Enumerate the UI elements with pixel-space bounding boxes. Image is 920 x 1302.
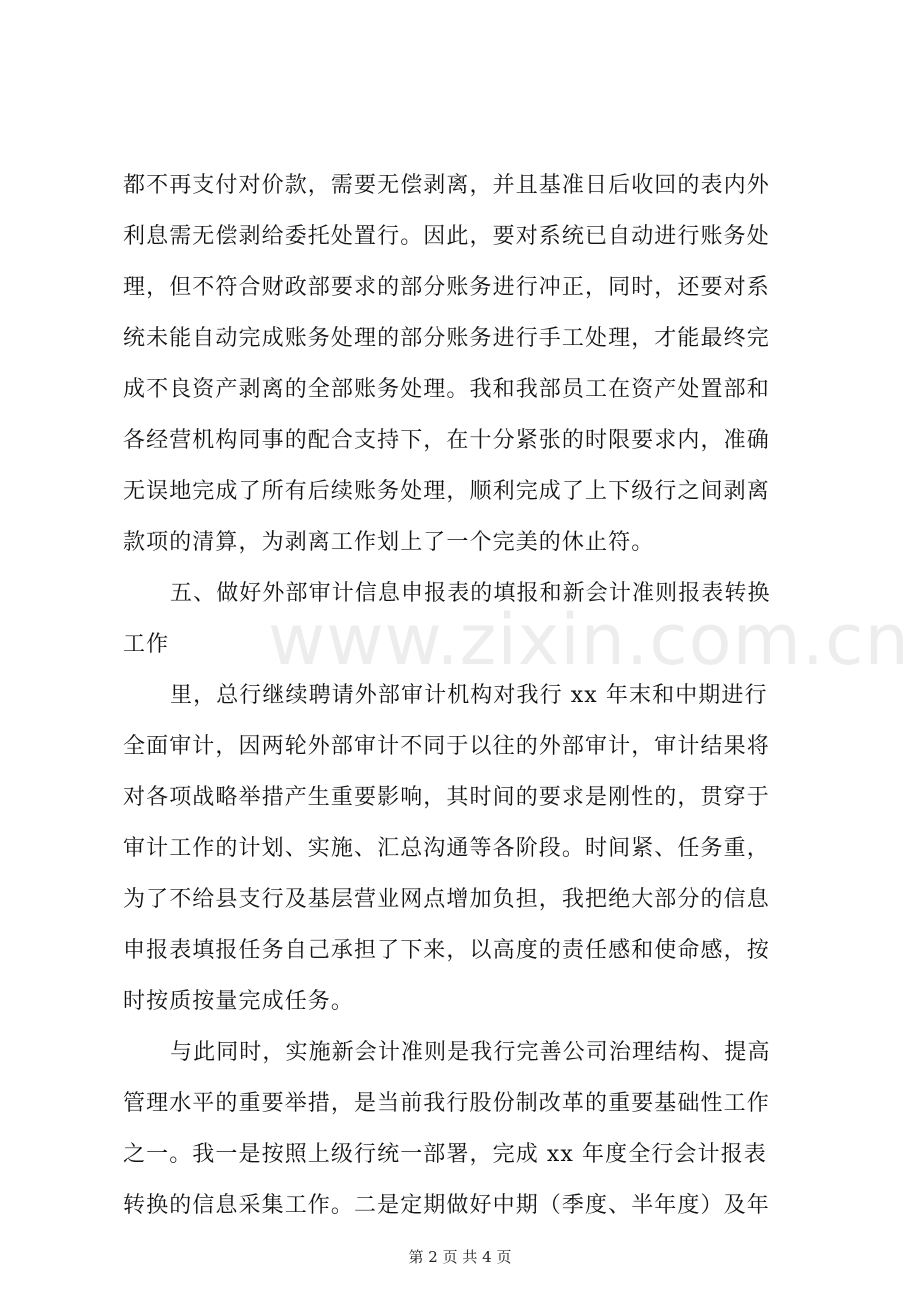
text-line: 与此同时，实施新会计准则是我行完善公司治理结构、提高: [170, 1040, 771, 1065]
text-line: 申报表填报任务自己承担了下来，以高度的责任感和使命感，按: [123, 938, 770, 963]
text-line: 时按质按量完成任务。: [123, 989, 355, 1014]
section-heading-continued: 工作: [123, 632, 170, 657]
page-footer: 第 2 页 共 4 页: [408, 1248, 512, 1266]
text-line: 利息需无偿剥给委托处置行。因此，要对系统已自动进行账务处: [123, 224, 770, 249]
text-line: 审计工作的计划、实施、汇总沟通等各阶段。时间紧、任务重，: [123, 836, 770, 861]
text-line: 各经营机构同事的配合支持下，在十分紧张的时限要求内，准确: [123, 428, 770, 453]
text-line: 转换的信息采集工作。二是定期做好中期（季度、半年度）及年: [123, 1193, 770, 1218]
watermark: www.zixin.com.cn: [268, 599, 910, 681]
text-line: 管理水平的重要举措，是当前我行股份制改革的重要基础性工作: [123, 1091, 770, 1116]
text-line: 全面审计，因两轮外部审计不同于以往的外部审计，审计结果将: [123, 734, 770, 759]
text-line: 款项的清算，为剥离工作划上了一个完美的休止符。: [123, 530, 655, 555]
text-line: 成不良资产剥离的全部账务处理。我和我部员工在资产处置部和: [123, 377, 770, 402]
text-line: 对各项战略举措产生重要影响，其时间的要求是刚性的，贯穿于: [123, 785, 770, 810]
section-heading: 五、做好外部审计信息申报表的填报和新会计准则报表转换: [170, 581, 771, 606]
text-line: 为了不给县支行及基层营业网点增加负担，我把绝大部分的信息: [123, 887, 770, 912]
text-line: 统未能自动完成账务处理的部分账务进行手工处理，才能最终完: [123, 326, 770, 351]
text-line: 理，但不符合财政部要求的部分账务进行冲正，同时，还要对系: [123, 275, 770, 300]
text-line: 之一。我一是按照上级行统一部署，完成 xx 年度全行会计报表: [123, 1142, 767, 1167]
text-line: 里，总行继续聘请外部审计机构对我行 xx 年末和中期进行: [170, 683, 768, 708]
text-line: 都不再支付对价款，需要无偿剥离，并且基准日后收回的表内外: [123, 173, 770, 198]
text-line: 无误地完成了所有后续账务处理，顺利完成了上下级行之间剥离: [123, 479, 770, 504]
